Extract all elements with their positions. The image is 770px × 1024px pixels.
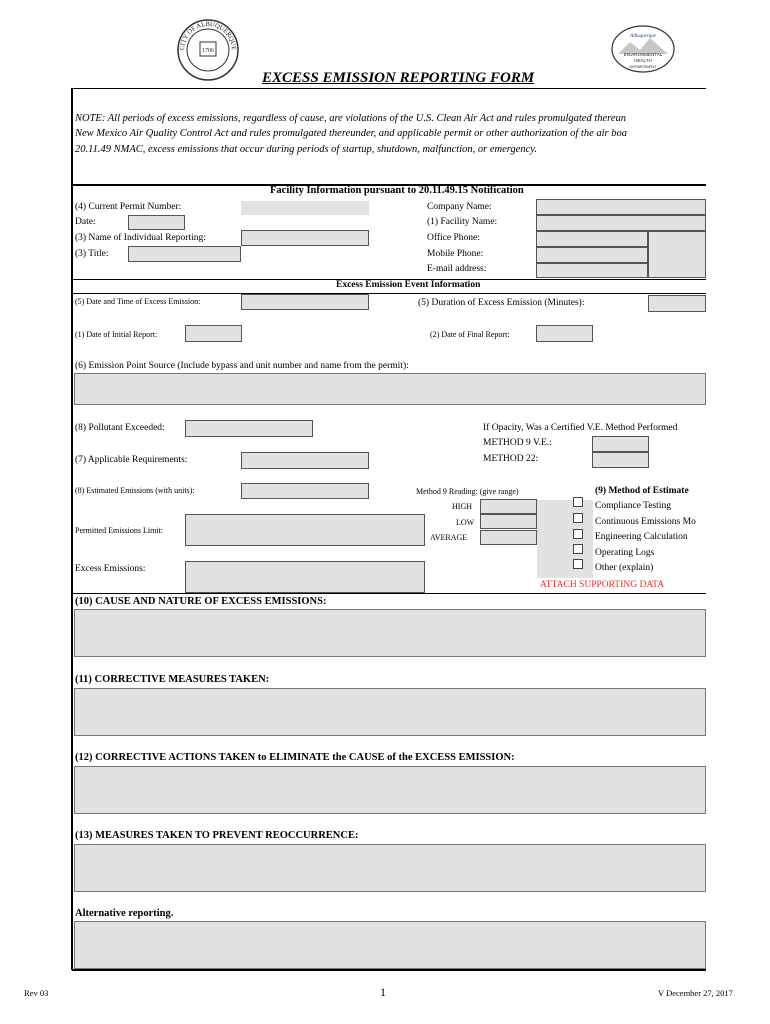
cause-heading: (10) CAUSE AND NATURE OF EXCESS EMISSIONS: <box>75 596 327 607</box>
alternative-field[interactable] <box>74 921 706 969</box>
excess-label: Excess Emissions: <box>75 564 146 574</box>
measures-heading: (13) MEASURES TAKEN TO PREVENT REOCCURRENCE: <box>75 830 359 841</box>
office-phone-label: Office Phone: <box>427 233 480 243</box>
note-line-3: 20.11.49 NMAC, excess emissions that occur during periods of startup, shutdown, malfunction, or emergency. <box>75 144 537 155</box>
emission-point-label: (6) Emission Point Source (Include bypass and unit number and name from the permit): <box>75 361 409 371</box>
cems-label: Continuous Emissions Mo <box>595 517 696 527</box>
final-report-field[interactable] <box>536 325 593 342</box>
individual-field[interactable] <box>241 230 369 246</box>
office-phone-field[interactable] <box>536 231 648 247</box>
note-line-2: New Mexico Air Quality Control Act and rules promulgated thereunder, and applicable permit or other authorization of the air boa <box>75 128 627 139</box>
pollutant-label: (8) Pollutant Exceeded: <box>75 423 165 433</box>
title-field[interactable] <box>128 246 241 262</box>
mobile-phone-field[interactable] <box>536 247 648 263</box>
actions-field[interactable] <box>74 766 706 814</box>
facility-name-label: (1) Facility Name: <box>427 217 498 227</box>
actions-heading: (12) CORRECTIVE ACTIONS TAKEN to ELIMINATE the CAUSE of the EXCESS EMISSION: <box>75 752 515 763</box>
facility-name-field[interactable] <box>536 215 706 231</box>
duration-field[interactable] <box>648 295 706 312</box>
excess-field[interactable] <box>185 561 425 593</box>
high-label: HIGH <box>452 502 472 511</box>
cems-checkbox[interactable] <box>573 513 583 523</box>
date-field[interactable] <box>128 215 185 230</box>
applicable-field[interactable] <box>241 452 369 469</box>
note-line-1: NOTE: All periods of excess emissions, regardless of cause, are violations of the U.S. Clean Air Act and rules promulgated thereun <box>75 113 627 124</box>
logo-line-4: DEPARTMENT <box>629 64 657 69</box>
other-label: Other (explain) <box>595 563 654 573</box>
date-time-label: (5) Date and Time of Excess Emission: <box>75 297 201 306</box>
frame-bottom-rule <box>72 969 706 971</box>
alternative-heading: Alternative reporting. <box>75 908 174 919</box>
contact-extra-field[interactable] <box>648 231 706 278</box>
event-heading-rule <box>72 293 706 294</box>
permit-number-label: (4) Current Permit Number: <box>75 202 182 212</box>
engineering-calc-label: Engineering Calculation <box>595 532 688 542</box>
final-report-label: (2) Date of Final Report: <box>430 330 510 339</box>
permitted-limit-label: Permitted Emissions Limit: <box>75 526 163 535</box>
footer-rev: Rev 03 <box>24 988 49 998</box>
cause-field[interactable] <box>74 609 706 657</box>
measures-field[interactable] <box>74 844 706 892</box>
city-seal-logo <box>176 18 240 82</box>
emission-point-field[interactable] <box>74 373 706 405</box>
frame-top-rule <box>72 88 706 89</box>
compliance-testing-label: Compliance Testing <box>595 501 671 511</box>
estimate-heading: (9) Method of Estimate <box>595 486 689 496</box>
date-time-field[interactable] <box>241 294 369 310</box>
corrective-heading: (11) CORRECTIVE MEASURES TAKEN: <box>75 674 270 685</box>
email-field[interactable] <box>536 263 648 278</box>
estimated-field[interactable] <box>241 483 369 499</box>
compliance-testing-checkbox[interactable] <box>573 497 583 507</box>
date-label: Date: <box>75 217 96 227</box>
company-field[interactable] <box>536 199 706 215</box>
low-label: LOW <box>456 518 475 527</box>
low-field[interactable] <box>480 514 537 529</box>
attach-supporting-data: ATTACH SUPPORTING DATA <box>540 580 665 590</box>
frame-left-border <box>71 88 73 970</box>
event-heading: Excess Emission Event Information <box>336 280 481 290</box>
method22-label: METHOD 22: <box>483 454 539 464</box>
company-label: Company Name: <box>427 202 492 212</box>
operating-logs-checkbox[interactable] <box>573 544 583 554</box>
footer-version: V December 27, 2017 <box>658 988 733 998</box>
logo-line-2: ENVIRONMENTAL <box>623 52 663 57</box>
method9-ve-field[interactable] <box>592 436 649 452</box>
logo-line-3: HEALTH <box>634 58 652 63</box>
individual-label: (3) Name of Individual Reporting: <box>75 233 206 243</box>
pollutant-field[interactable] <box>185 420 313 437</box>
footer-page-number: 1 <box>380 985 386 999</box>
permitted-limit-field[interactable] <box>185 514 425 546</box>
cause-rule <box>72 593 706 594</box>
environmental-health-logo <box>610 24 676 74</box>
duration-label: (5) Duration of Excess Emission (Minutes): <box>418 298 585 308</box>
mobile-phone-label: Mobile Phone: <box>427 249 484 259</box>
logo-line-1: Albuquerque <box>630 34 656 39</box>
initial-report-field[interactable] <box>185 325 242 342</box>
city-seal-text: CITY OF ALBUQUERQUE <box>178 20 238 51</box>
operating-logs-label: Operating Logs <box>595 548 655 558</box>
email-label: E-mail address: <box>427 264 487 274</box>
estimate-shaded-area <box>537 500 593 578</box>
corrective-field[interactable] <box>74 688 706 736</box>
estimated-label: (8) Estimated Emissions (with units): <box>75 486 195 495</box>
initial-report-label: (1) Date of Initial Report: <box>75 330 158 339</box>
method9-ve-label: METHOD 9 V.E.: <box>483 438 552 448</box>
other-checkbox[interactable] <box>573 559 583 569</box>
seal-year: 1706 <box>202 48 214 54</box>
form-title: EXCESS EMISSION REPORTING FORM <box>262 70 535 86</box>
method9-reading-label: Method 9 Reading: (give range) <box>416 487 519 496</box>
method22-field[interactable] <box>592 452 649 468</box>
permit-number-field[interactable] <box>241 201 369 215</box>
engineering-calc-checkbox[interactable] <box>573 529 583 539</box>
title-label: (3) Title: <box>75 249 109 259</box>
opacity-question: If Opacity, Was a Certified V.E. Method Performed <box>483 423 678 433</box>
average-label: AVERAGE <box>430 533 468 542</box>
facility-heading: Facility Information pursuant to 20.11.49.15 Notification <box>270 185 524 196</box>
high-field[interactable] <box>480 499 537 514</box>
applicable-label: (7) Applicable Requirements: <box>75 455 188 465</box>
average-field[interactable] <box>480 530 537 545</box>
